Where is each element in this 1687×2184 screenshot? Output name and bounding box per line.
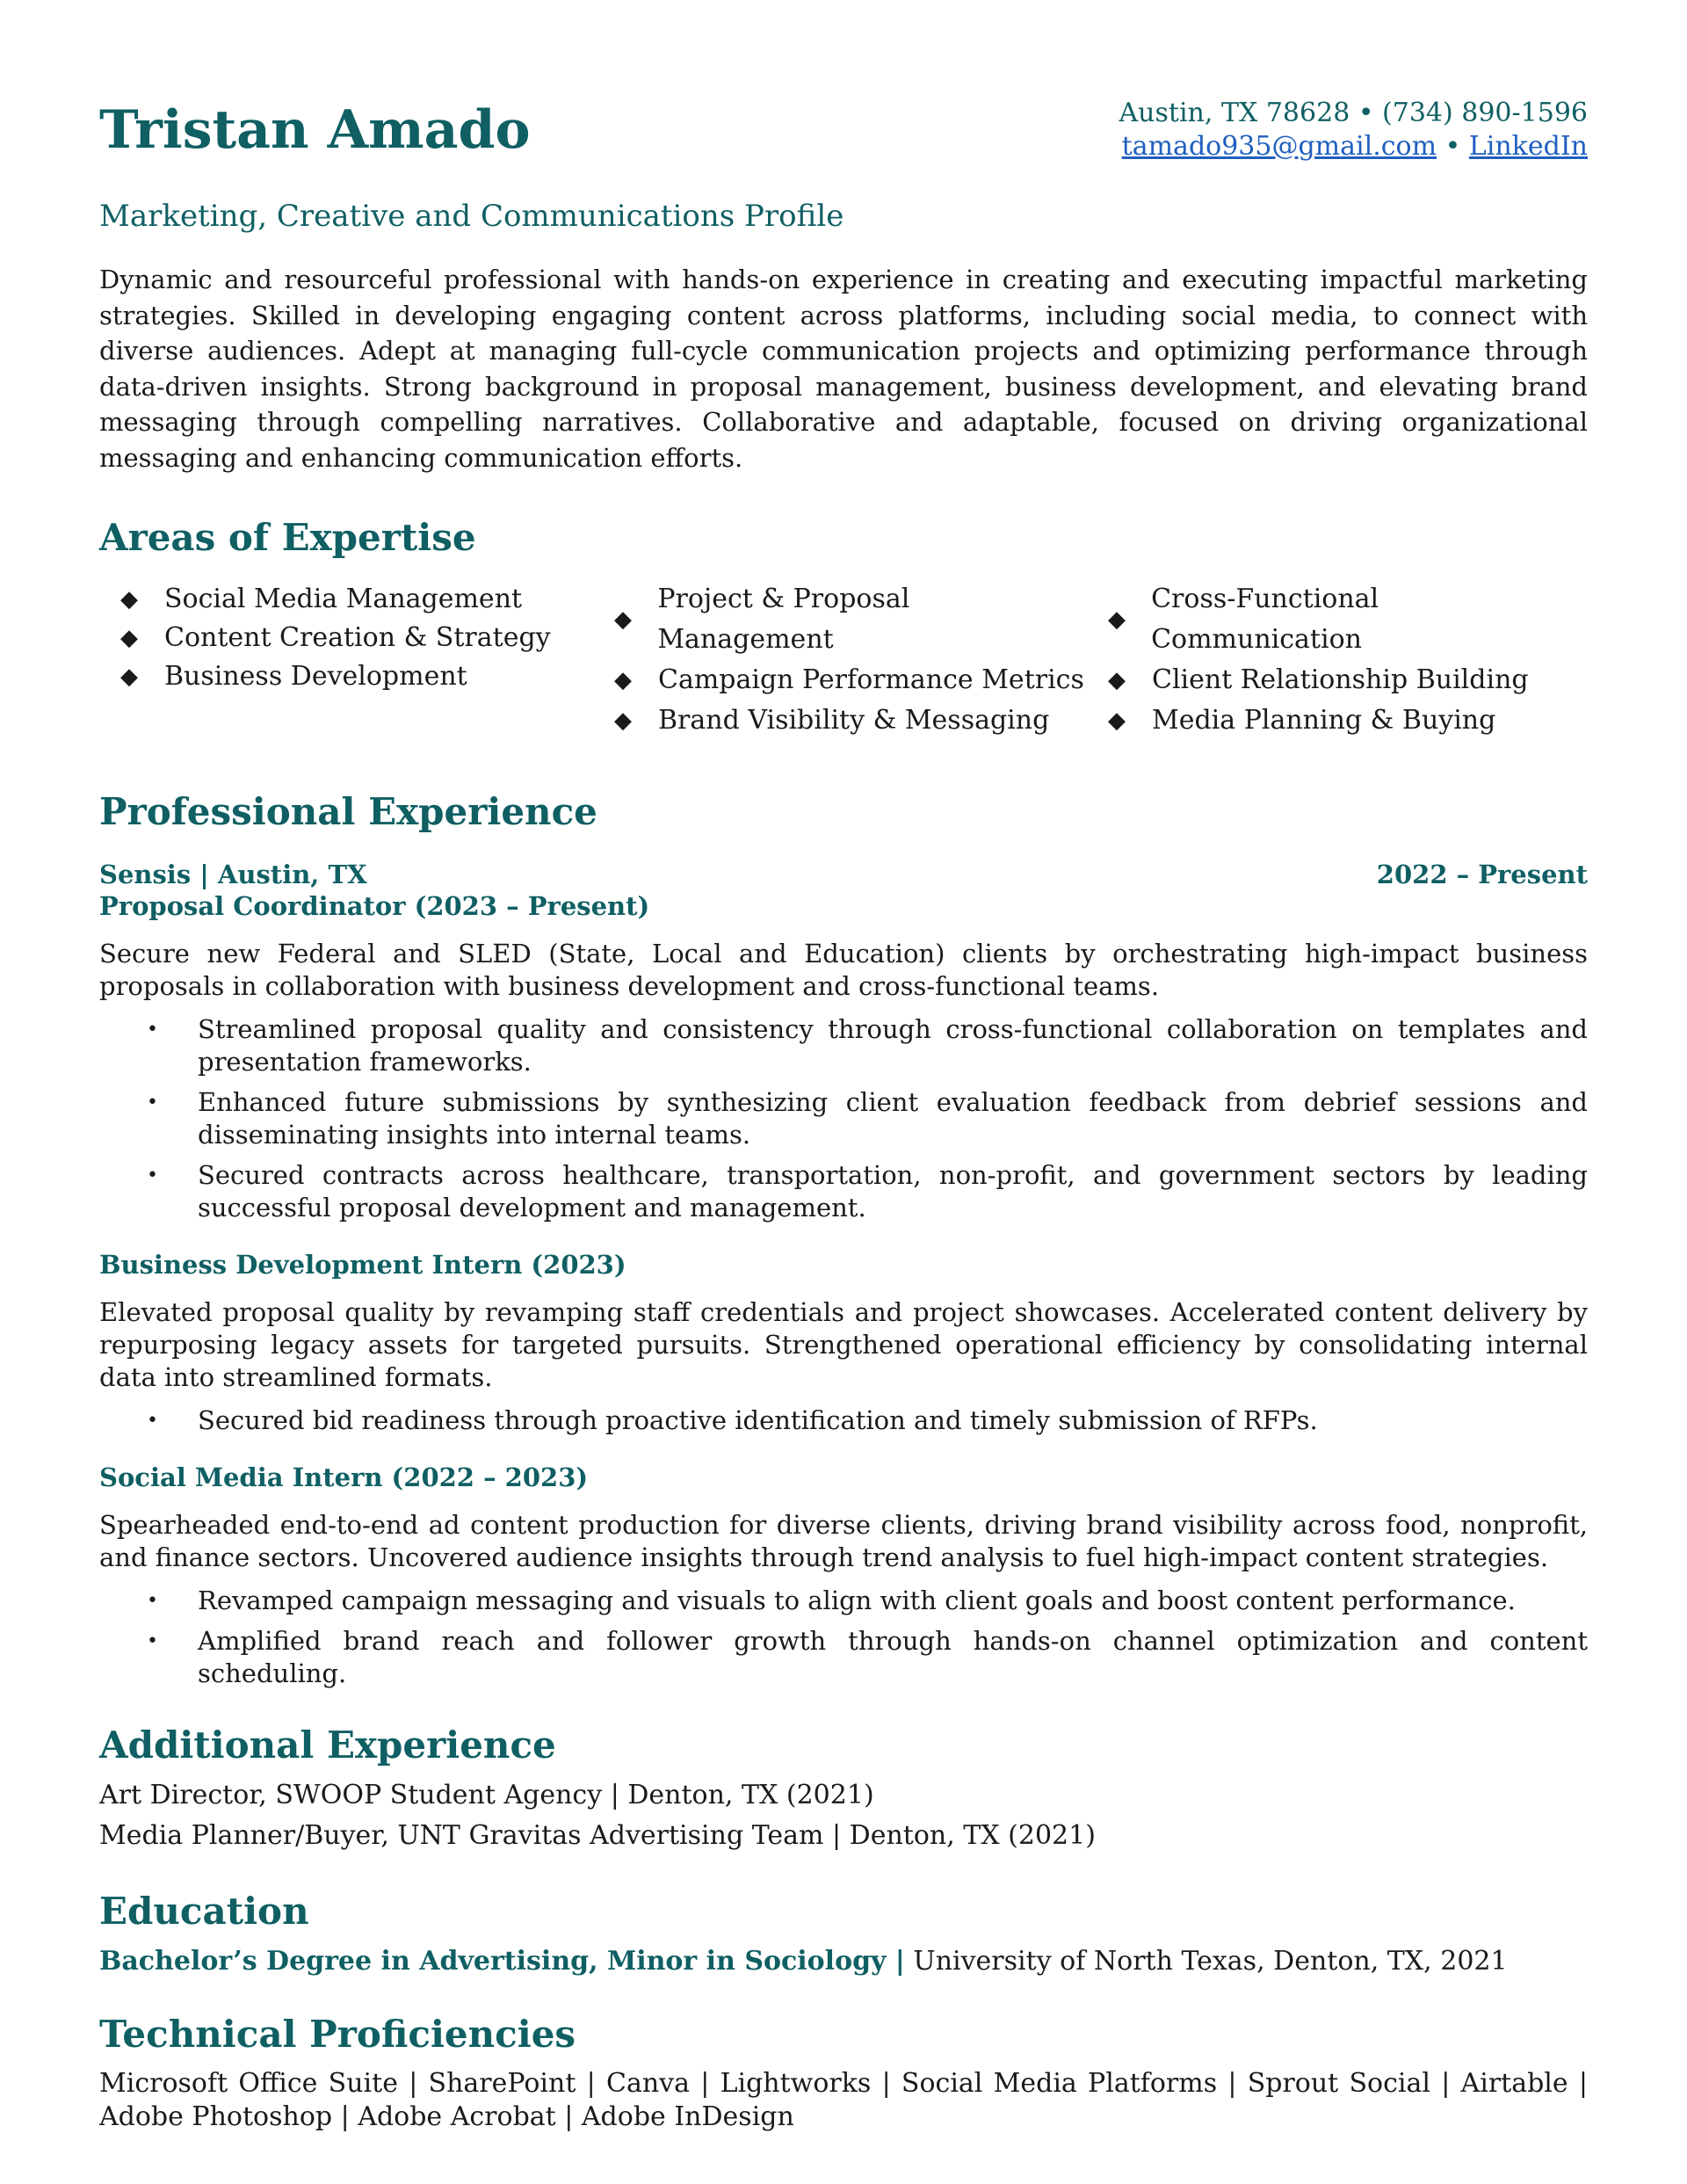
bullet-icon: • — [147, 1590, 158, 1613]
areas-column-2 — [593, 579, 1087, 741]
area-label: Cross-Functional Communication — [1151, 584, 1379, 656]
location-phone: Austin, TX 78628 • (734) 890-1596 — [1119, 98, 1588, 128]
role-block — [99, 1249, 1588, 1437]
summary-paragraph: Dynamic and resourceful professional with hands-on experience in creating and executing impactful marketing strategies. Skilled in developing engaging content across platforms, including social media, to connect with diverse audiences. Adept at managing full-cycle communication projects and optimizing performance through data-driven insights. Strong background in proposal management, business development, and elevating brand messaging through compelling narratives. Collaborative and adaptable, focused on driving organizational messaging and enhancing communication efforts. — [99, 265, 1588, 473]
additional-heading: Additional Experience — [99, 1723, 556, 1767]
additional-item: Art Director, SWOOP Student Agency | Denton, TX (2021) — [99, 1779, 874, 1810]
profile-subtitle: Marketing, Creative and Communications Profile — [99, 199, 844, 234]
education-section — [99, 1891, 1588, 1979]
area-item — [99, 618, 593, 658]
school-name: University of North Texas, Denton, TX, 2021 — [913, 1945, 1508, 1977]
education-heading: Education — [99, 1889, 309, 1933]
area-item — [99, 657, 593, 697]
list-item — [99, 1013, 1588, 1078]
technical-heading: Technical Proficiencies — [99, 2012, 576, 2056]
area-label: Client Relationship Building — [1152, 664, 1529, 696]
bullet-text: Amplified brand reach and follower growth through hands-on channel optimization and content scheduling. — [198, 1626, 1588, 1689]
area-item — [593, 579, 1087, 660]
role-bullets — [99, 1013, 1588, 1224]
area-item — [593, 660, 1087, 700]
role-block — [99, 890, 1588, 1224]
bullet-icon: • — [147, 1165, 158, 1187]
area-item — [99, 579, 593, 620]
role-title: Social Media Intern (2022 – 2023) — [99, 1462, 589, 1493]
contact-block — [1119, 97, 1588, 163]
technical-section — [99, 2014, 1588, 2134]
additional-list — [99, 1775, 1588, 1856]
email-linkedin-line — [1119, 130, 1588, 163]
company-dates: 2022 – Present — [1376, 860, 1588, 890]
resume-header — [99, 97, 1588, 178]
separator-glyph: • — [1444, 131, 1461, 162]
role-description: Spearheaded end-to-end ad content production for diverse clients, driving brand visibility across food, nonprofit, and finance sectors. Uncovered audience insights through trend analysis to fuel high-impact content strategies. — [99, 1510, 1588, 1573]
list-item — [99, 1585, 1588, 1617]
list-item — [99, 1404, 1588, 1437]
diamond-bullet-icon: ◆ — [1108, 707, 1126, 735]
bullet-text: Streamlined proposal quality and consistency through cross-functional collaboration on templates and presentation frameworks. — [198, 1014, 1588, 1077]
bullet-icon: • — [147, 1410, 158, 1433]
area-label: Content Creation & Strategy — [164, 622, 551, 654]
education-line — [99, 1944, 1588, 1979]
area-label: Campaign Performance Metrics — [658, 664, 1084, 696]
bullet-text: Enhanced future submissions by synthesizing client evaluation feedback from debrief sessions and disseminating insights into internal teams. — [198, 1087, 1588, 1150]
technical-list: Microsoft Office Suite | SharePoint | Canva | Lightworks | Social Media Platforms | Sprout Social | Airtable | Adobe Photoshop | Adobe Acrobat | Adobe InDesign — [99, 2067, 1588, 2132]
areas-heading: Areas of Expertise — [99, 516, 476, 559]
additional-section — [99, 1725, 1588, 1855]
linkedin-link[interactable]: LinkedIn — [1468, 131, 1588, 162]
areas-column-1 — [99, 579, 593, 741]
role-title: Business Development Intern (2023) — [99, 1250, 626, 1281]
bullet-text: Secured contracts across healthcare, transportation, non-profit, and government sectors by leading successful proposal development and management. — [198, 1160, 1588, 1223]
role-title: Proposal Coordinator (2023 – Present) — [99, 891, 650, 922]
area-item — [1087, 700, 1588, 741]
experience-section — [99, 792, 1588, 1690]
role-bullets — [99, 1404, 1588, 1437]
additional-item: Media Planner/Buyer, UNT Gravitas Advertising Team | Denton, TX (2021) — [99, 1819, 1096, 1851]
diamond-bullet-icon: ◆ — [1108, 667, 1126, 694]
role-block — [99, 1462, 1588, 1690]
bullet-text: Revamped campaign messaging and visuals to align with client goals and boost content performance. — [198, 1585, 1516, 1616]
diamond-bullet-icon: ◆ — [120, 586, 138, 613]
bullet-icon: • — [147, 1630, 158, 1653]
list-item — [99, 1086, 1588, 1151]
diamond-bullet-icon: ◆ — [120, 664, 138, 691]
list-item — [99, 1625, 1588, 1690]
area-label: Brand Visibility & Messaging — [658, 705, 1050, 736]
area-item — [1087, 660, 1588, 700]
diamond-bullet-icon: ◆ — [614, 606, 632, 634]
diamond-bullet-icon: ◆ — [1108, 606, 1126, 634]
area-label: Media Planning & Buying — [1152, 705, 1496, 736]
degree-name: Bachelor’s Degree in Advertising, Minor in Sociology | — [99, 1945, 905, 1977]
bullet-icon: • — [147, 1019, 158, 1041]
area-label: Social Media Management — [164, 584, 523, 615]
list-item — [99, 1159, 1588, 1224]
area-label: Project & Proposal Management — [657, 584, 910, 656]
bullet-text: Secured bid readiness through proactive identification and timely submission of RFPs. — [198, 1405, 1318, 1436]
area-label: Business Development — [164, 661, 467, 693]
area-item — [593, 700, 1087, 741]
areas-section — [99, 518, 1588, 741]
email-link[interactable]: tamado935@gmail.com — [1121, 131, 1437, 162]
diamond-bullet-icon: ◆ — [614, 667, 632, 694]
areas-grid — [99, 579, 1588, 741]
candidate-name: Tristan Amado — [99, 99, 531, 161]
diamond-bullet-icon: ◆ — [614, 707, 632, 735]
role-description: Elevated proposal quality by revamping staff credentials and project showcases. Accelerated content delivery by repurposing legacy assets for targeted pursuits. Strengthened operational efficiency by consolidating internal data into streamlined formats. — [99, 1297, 1588, 1393]
role-bullets — [99, 1585, 1588, 1690]
role-description: Secure new Federal and SLED (State, Local and Education) clients by orchestrating high-impact business proposals in collaboration with business development and cross-functional teams. — [99, 939, 1588, 1002]
areas-column-3 — [1087, 579, 1588, 741]
experience-heading: Professional Experience — [99, 790, 597, 834]
company-line — [99, 859, 1588, 890]
bullet-icon: • — [147, 1092, 158, 1114]
company-name: Sensis | Austin, TX — [99, 860, 367, 890]
diamond-bullet-icon: ◆ — [120, 625, 138, 652]
contact-separator — [1445, 131, 1469, 162]
area-item — [1087, 579, 1588, 660]
